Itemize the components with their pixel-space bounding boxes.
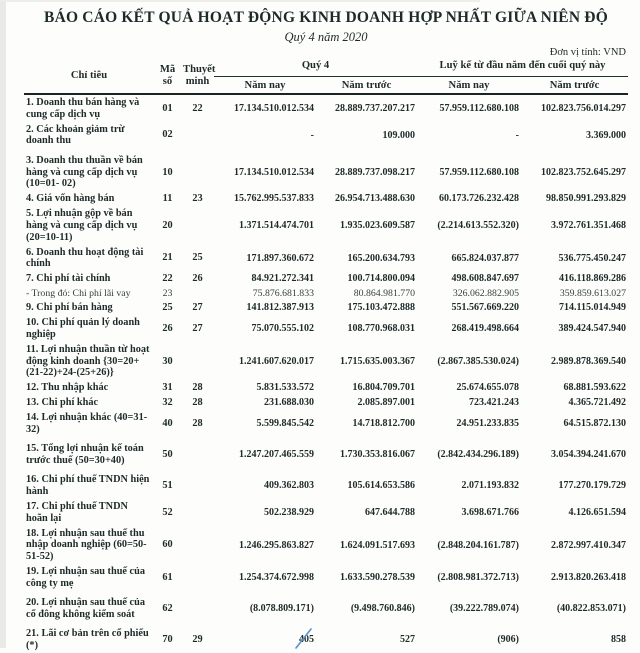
luyke-nam-nay-cell: 25.674.655.078 [456,382,519,394]
quy4-nam-truoc-cell: 175.103.472.888 [347,302,415,314]
quy4-nam-truoc-cell: 1.715.635.003.367 [340,355,415,367]
table-row [24,192,628,207]
thuyet-minh-cell: 29 [192,634,203,646]
ma-so-cell: 02 [162,129,173,141]
row-label: 17. Chi phí thuế TNDN hoãn lại [26,500,128,524]
pen-mark-line [296,629,311,648]
thuyet-minh-cell: 28 [192,397,203,409]
thuyet-minh-cell: 26 [192,273,203,285]
table-row [24,591,628,622]
income-statement-table [24,59,628,653]
row-label: 7. Chi phí tài chính [26,273,111,285]
thuyet-minh-cell [181,591,214,622]
luyke-nam-truoc-cell: 359.859.613.027 [559,288,626,299]
quy4-nam-truoc-cell: 527 [400,634,415,646]
row-label: 6. Doanh thu hoạt động tài chính [26,246,144,270]
quy4-nam-nay-cell: 5.831.533.572 [256,382,314,394]
scan-edge-top [0,0,480,2]
ma-so-cell: 21 [162,252,173,264]
quy4-nam-nay-cell: 502.238.929 [264,506,314,518]
pen-mark-annotation [293,627,315,649]
luyke-nam-truoc-cell: 98.850.991.293.829 [546,193,626,205]
luyke-nam-truoc-cell: 4.126.651.594 [568,506,626,518]
table-row [24,301,628,316]
thuyet-minh-cell: 22 [192,102,203,114]
quy4-nam-truoc-cell: 108.770.968.031 [347,323,415,335]
quy4-nam-nay-cell: 15.762.995.537.833 [234,193,314,205]
luyke-nam-nay-cell: 326.062.882.905 [452,288,519,299]
luyke-nam-nay-cell: 3.698.671.766 [461,506,519,518]
quy4-nam-nay-cell: 75.876.681.833 [252,288,314,299]
quy4-nam-truoc-cell: 14.718.812.700 [352,417,415,429]
ma-so-cell: 51 [162,480,173,492]
row-label: 20. Lợi nhuận sau thuế của cổ đông không kiểm soát [26,597,146,620]
table-row [24,94,628,122]
page-title: BÁO CÁO KẾT QUẢ HOẠT ĐỘNG KINH DOANH HỢP NHẤT GIỮA NIÊN ĐỘ [44,9,608,26]
quy4-nam-nay-cell: 409.362.803 [264,480,314,492]
ma-so-cell: 01 [162,102,173,114]
thuyet-minh-cell [181,342,214,380]
quy4-nam-truoc-cell: 165.200.634.793 [347,252,415,264]
row-label: 4. Giá vốn hàng bán [26,193,115,205]
table-row [24,565,628,592]
table-row [24,287,628,301]
quy4-nam-truoc-cell: 100.714.800.094 [347,273,415,285]
luyke-nam-truoc-cell: 714.115.014.949 [559,302,626,314]
thuyet-minh-cell: 27 [192,302,203,314]
table-row [24,272,628,287]
header-q4-nam-truoc: Năm trước [316,76,417,94]
row-label: 16. Chi phí thuế TNDN hiện hành [26,474,150,498]
luyke-nam-truoc-cell: 3.054.394.241.670 [551,449,626,461]
table-row [24,410,628,437]
thuyet-minh-cell [181,468,214,499]
ma-so-cell: 50 [162,448,173,460]
quy4-nam-nay-cell: 75.070.555.102 [251,323,314,335]
luyke-nam-truoc-cell: 64.515.872.130 [563,417,626,429]
row-label: 10. Chi phí quản lý doanh nghiệp [26,317,140,340]
quy4-nam-nay-cell: 17.134.510.012.534 [234,102,314,114]
header-chi-tieu: Chỉ tiêu [24,59,154,94]
luyke-nam-truoc-cell: 177.270.179.729 [558,480,626,492]
luyke-nam-nay-cell: 57.959.112.680.108 [439,166,519,178]
luyke-nam-nay-cell: (2.842.434.296.189) [437,449,519,461]
quy4-nam-nay-cell: 84.921.272.341 [251,273,314,285]
luyke-nam-truoc-cell: 416.118.869.286 [559,273,626,285]
luyke-nam-nay-cell: (2.214.613.552.320) [437,220,519,232]
luyke-nam-nay-cell: 2.071.193.832 [461,480,519,492]
luyke-nam-truoc-cell: 858 [611,634,626,646]
luyke-nam-nay-cell: 665.824.037.877 [451,252,519,264]
luyke-nam-nay-cell: - [515,129,519,141]
quy4-nam-truoc-cell: 80.864.981.770 [353,288,415,299]
ma-so-cell: 11 [162,193,173,205]
row-label: 9. Chi phí bán hàng [26,302,113,314]
quy4-nam-truoc-cell: 1.730.353.816.067 [340,449,415,461]
ma-so-cell: 31 [162,382,173,394]
scan-edge-left [0,0,6,648]
header-group-quy4: Quý 4 [214,59,417,76]
row-label: 2. Các khoản giảm trừ doanh thu [26,123,125,147]
table-row [24,396,628,411]
luyke-nam-truoc-cell: 3.369.000 [586,129,626,141]
quy4-nam-truoc-cell: 2.085.897.001 [357,397,415,409]
ma-so-cell: 20 [162,219,173,231]
row-label: 5. Lợi nhuận gộp về bán hàng và cung cấp dịch vụ (20=10-11) [26,208,138,243]
table-row [24,381,628,396]
quy4-nam-truoc-cell: 1.624.091.517.693 [340,539,415,551]
thuyet-minh-cell: 27 [192,323,203,334]
header-thuyet-minh: Thuyết minh [181,59,214,94]
ma-so-cell: 10 [162,166,173,178]
luyke-nam-truoc-cell: 536.775.450.247 [558,252,626,264]
table-row [24,316,628,343]
quy4-nam-nay-cell: 171.897.360.672 [246,252,314,264]
ma-so-cell: 26 [162,323,173,334]
thuyet-minh-cell [181,207,214,245]
row-label: 11. Lợi nhuận thuần từ hoạt động kinh doanh {30=20+(21-22)+24-(25+26)} [26,343,150,379]
quy4-nam-nay-cell: 405 [299,634,314,646]
ma-so-cell: 40 [162,417,173,429]
row-label: 21. Lãi cơ bản trên cổ phiếu (*) [26,628,149,652]
currency-unit-label: Đơn vị tính: VND [549,47,626,58]
row-label: 13. Chi phí khác [26,397,99,409]
ma-so-cell: 70 [162,634,173,646]
thuyet-minh-cell [181,526,214,564]
quy4-nam-nay-cell: 231.688.030 [264,397,314,409]
ma-so-cell: 60 [162,539,173,551]
quy4-nam-nay-cell: - [310,129,314,141]
quy4-nam-truoc-cell: 1.633.590.278.539 [340,572,415,584]
table-header [24,59,628,94]
quy4-nam-truoc-cell: (9.498.760.846) [350,603,415,615]
luyke-nam-nay-cell: 24.951.233.835 [456,417,519,429]
table-row [24,622,628,653]
luyke-nam-nay-cell: (2.808.981.372.713) [437,572,519,584]
quy4-nam-nay-cell: 1.247.207.465.559 [239,449,314,461]
thuyet-minh-cell: 23 [192,193,203,205]
quy4-nam-nay-cell: 1.371.514.474.701 [239,220,314,232]
row-label: 15. Tổng lợi nhuận kế toán trước thuế (50=30+40) [26,443,144,466]
thuyet-minh-cell [181,499,214,526]
row-label: 14. Lợi nhuận khác (40=31-32) [26,411,148,435]
luyke-nam-truoc-cell: 102.823.756.014.297 [541,102,626,114]
thuyet-minh-cell [181,287,214,301]
quy4-nam-truoc-cell: 26.954.713.488.630 [335,193,415,205]
luyke-nam-truoc-cell: 4.365.721.492 [568,397,626,409]
quy4-nam-nay-cell: 1.246.295.863.827 [239,539,314,551]
header-luyke-nam-truoc: Năm trước [521,76,628,94]
thuyet-minh-cell: 25 [192,252,203,264]
table-row [24,468,628,499]
luyke-nam-truoc-cell: (40.822.853.071) [556,603,626,615]
luyke-nam-nay-cell: 498.608.847.697 [451,273,519,285]
quy4-nam-nay-cell: (8.078.809.171) [249,603,314,615]
luyke-nam-truoc-cell: 389.424.547.940 [558,323,626,335]
row-label: 18. Lợi nhuận sau thuế thu nhập doanh nghiệp (60=50-51-52) [26,527,147,563]
luyke-nam-truoc-cell: 3.972.761.351.468 [551,220,626,232]
table-row [24,437,628,468]
quy4-nam-truoc-cell: 1.935.023.609.587 [340,220,415,232]
table-row [24,245,628,272]
ma-so-cell: 23 [162,288,173,299]
quy4-nam-nay-cell: 5.599.845.542 [256,417,314,429]
luyke-nam-nay-cell: (906) [497,634,519,646]
ma-so-cell: 30 [162,355,173,367]
luyke-nam-nay-cell: (2.867.385.530.024) [437,355,519,367]
quy4-nam-truoc-cell: 28.889.737.098.217 [335,166,415,178]
luyke-nam-truoc-cell: 2.989.878.369.540 [551,355,626,367]
table-row [24,149,628,192]
luyke-nam-nay-cell: 723.421.243 [469,397,519,409]
quy4-nam-nay-cell: 17.134.510.012.534 [234,166,314,178]
thuyet-minh-cell [181,565,214,592]
quy4-nam-nay-cell: 141.812.387.913 [246,302,314,314]
thuyet-minh-cell: 28 [192,382,203,394]
row-label: 12. Thu nhập khác [26,382,109,394]
header-q4-nam-nay: Năm nay [214,76,316,94]
luyke-nam-nay-cell: 60.173.726.232.428 [439,193,519,205]
luyke-nam-nay-cell: (2.848.204.161.787) [437,539,519,551]
row-label: 19. Lợi nhuận sau thuế của công ty mẹ [26,566,146,589]
luyke-nam-nay-cell: 57.959.112.680.108 [439,102,519,114]
luyke-nam-nay-cell: 268.419.498.664 [451,323,519,335]
ma-so-cell: 22 [162,273,173,285]
row-label: 3. Doanh thu thuần về bán hàng và cung cấp dịch vụ (10=01- 02) [26,154,143,190]
ma-so-cell: 62 [162,603,173,615]
row-label: - Trong đó: Chi phí lãi vay [26,288,131,299]
thuyet-minh-cell: 28 [192,417,203,429]
report-table-body [24,94,628,653]
table-row [24,342,628,380]
report-period-subtitle: Quý 4 năm 2020 [284,30,368,44]
header-luyke-nam-nay: Năm nay [417,76,521,94]
luyke-nam-nay-cell: 551.567.669.220 [451,302,519,314]
header-group-luy-ke: Luỹ kế từ đầu năm đến cuối quý này [417,59,628,76]
thuyet-minh-cell [181,122,214,149]
quy4-nam-truoc-cell: 647.644.788 [365,506,415,518]
ma-so-cell: 61 [162,571,173,583]
quy4-nam-nay-cell: 1.241.607.620.017 [239,355,314,367]
luyke-nam-truoc-cell: 68.881.593.622 [563,382,626,394]
quy4-nam-truoc-cell: 109.000 [382,129,415,141]
quy4-nam-truoc-cell: 105.614.653.586 [347,480,415,492]
table-row [24,122,628,149]
quy4-nam-truoc-cell: 28.889.737.207.217 [335,102,415,114]
ma-so-cell: 32 [162,397,173,409]
thuyet-minh-cell [181,437,214,468]
quy4-nam-nay-cell: 1.254.374.672.998 [239,572,314,584]
luyke-nam-truoc-cell: 2.913.820.263.418 [551,572,626,584]
table-row [24,526,628,564]
row-label: 1. Doanh thu bán hàng và cung cấp dịch vụ [26,96,140,120]
luyke-nam-truoc-cell: 2.872.997.410.347 [551,539,626,551]
luyke-nam-truoc-cell: 102.823.752.645.297 [541,166,626,178]
luyke-nam-nay-cell: (39.222.789.074) [449,603,519,615]
table-row [24,499,628,526]
ma-so-cell: 25 [162,302,173,314]
table-row [24,207,628,245]
ma-so-cell: 52 [162,506,173,518]
thuyet-minh-cell [181,149,214,192]
header-ma-so: Mã số [154,59,181,94]
quy4-nam-truoc-cell: 16.804.709.701 [352,382,415,394]
